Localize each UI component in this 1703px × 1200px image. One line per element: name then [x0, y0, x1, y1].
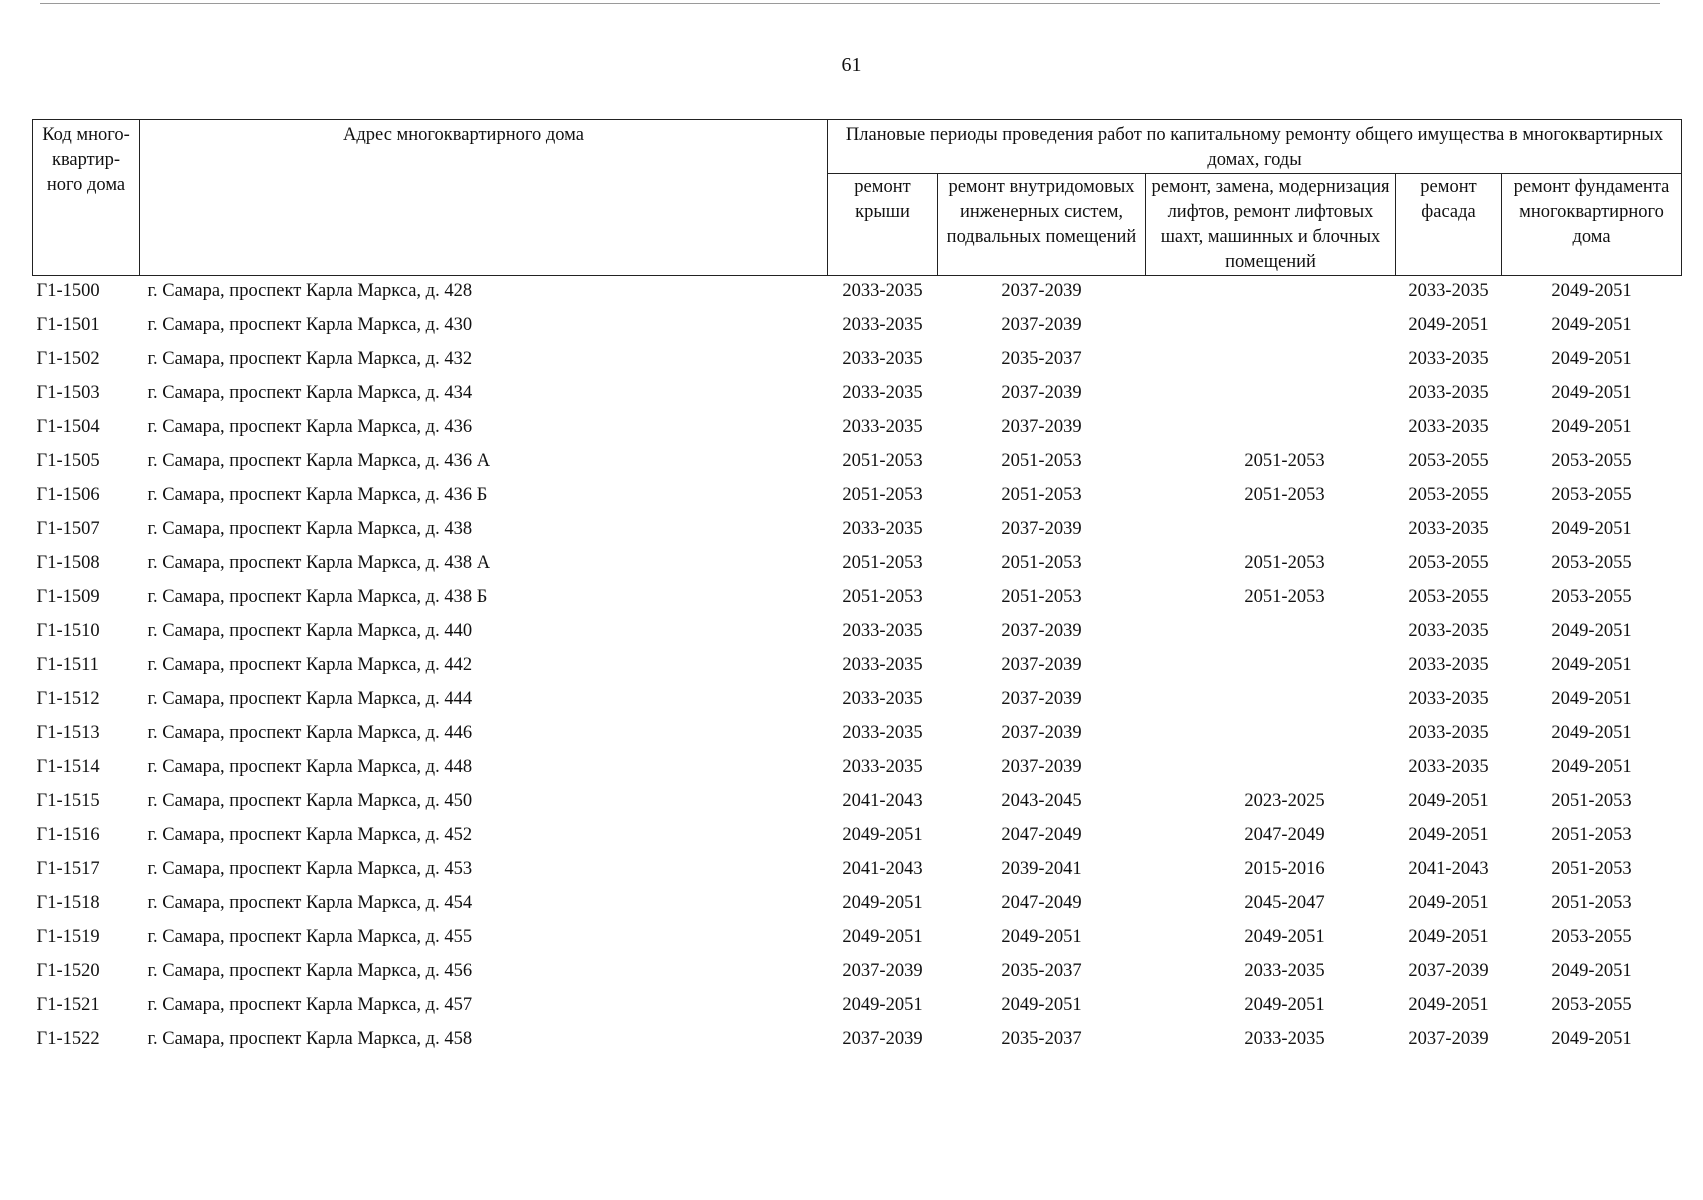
header-address: Адрес многоквартирного дома [140, 120, 828, 276]
cell-foundation: 2049-2051 [1551, 281, 1632, 301]
cell-roof: 2033-2035 [842, 655, 923, 675]
cell-foundation: 2053-2055 [1551, 995, 1632, 1015]
cell-facade: 2041-2043 [1408, 859, 1489, 879]
cell-address: г. Самара, проспект Карла Маркса, д. 440 [147, 621, 473, 641]
cell-engineering: 2037-2039 [1001, 723, 1082, 743]
cell-address: г. Самара, проспект Карла Маркса, д. 438 А [147, 553, 491, 573]
cell-address: г. Самара, проспект Карла Маркса, д. 454 [147, 893, 473, 913]
table-row [33, 514, 1682, 548]
cell-foundation: 2053-2055 [1551, 553, 1632, 573]
cell-foundation: 2049-2051 [1551, 383, 1632, 403]
cell-roof: 2049-2051 [842, 825, 923, 845]
cell-lifts [1146, 752, 1396, 786]
table-row [33, 276, 1682, 311]
cell-foundation: 2049-2051 [1551, 655, 1632, 675]
cell-code: Г1-1504 [36, 417, 100, 437]
cell-foundation: 2049-2051 [1551, 417, 1632, 437]
capital-repair-table [32, 119, 1682, 1058]
cell-address: г. Самара, проспект Карла Маркса, д. 446 [147, 723, 473, 743]
cell-lifts: 2045-2047 [1244, 893, 1325, 913]
table-body [33, 276, 1682, 1059]
cell-engineering: 2049-2051 [1001, 995, 1082, 1015]
cell-address: г. Самара, проспект Карла Маркса, д. 438 [147, 519, 473, 539]
cell-roof: 2033-2035 [842, 315, 923, 335]
cell-address: г. Самара, проспект Карла Маркса, д. 450 [147, 791, 473, 811]
cell-lifts: 2033-2035 [1244, 1029, 1325, 1049]
cell-engineering: 2043-2045 [1001, 791, 1082, 811]
cell-facade: 2033-2035 [1408, 655, 1489, 675]
cell-facade: 2033-2035 [1408, 383, 1489, 403]
cell-foundation: 2049-2051 [1551, 349, 1632, 369]
cell-address: г. Самара, проспект Карла Маркса, д. 432 [147, 349, 473, 369]
cell-foundation: 2053-2055 [1551, 485, 1632, 505]
header-code: Код много-квартир-ного дома [33, 120, 140, 276]
table-row [33, 956, 1682, 990]
cell-engineering: 2037-2039 [1001, 417, 1082, 437]
table-row [33, 752, 1682, 786]
cell-engineering: 2049-2051 [1001, 927, 1082, 947]
cell-engineering: 2051-2053 [1001, 485, 1082, 505]
cell-roof: 2051-2053 [842, 451, 923, 471]
table-row [33, 378, 1682, 412]
cell-code: Г1-1513 [36, 723, 100, 743]
cell-engineering: 2051-2053 [1001, 553, 1082, 573]
cell-code: Г1-1520 [36, 961, 100, 981]
cell-address: г. Самара, проспект Карла Маркса, д. 456 [147, 961, 473, 981]
cell-foundation: 2051-2053 [1551, 893, 1632, 913]
cell-code: Г1-1518 [36, 893, 100, 913]
cell-facade: 2033-2035 [1408, 621, 1489, 641]
table-row [33, 310, 1682, 344]
cell-lifts: 2047-2049 [1244, 825, 1325, 845]
cell-code: Г1-1500 [36, 281, 100, 301]
cell-lifts [1146, 684, 1396, 718]
cell-roof: 2033-2035 [842, 689, 923, 709]
cell-roof: 2033-2035 [842, 757, 923, 777]
cell-facade: 2049-2051 [1408, 791, 1489, 811]
cell-lifts [1146, 310, 1396, 344]
cell-foundation: 2053-2055 [1551, 927, 1632, 947]
cell-roof: 2037-2039 [842, 1029, 923, 1049]
cell-roof: 2033-2035 [842, 417, 923, 437]
cell-facade: 2033-2035 [1408, 689, 1489, 709]
table-row [33, 650, 1682, 684]
cell-lifts: 2049-2051 [1244, 995, 1325, 1015]
cell-foundation: 2051-2053 [1551, 791, 1632, 811]
table-row [33, 922, 1682, 956]
cell-foundation: 2049-2051 [1551, 315, 1632, 335]
cell-address: г. Самара, проспект Карла Маркса, д. 444 [147, 689, 473, 709]
cell-code: Г1-1512 [36, 689, 100, 709]
cell-foundation: 2049-2051 [1551, 689, 1632, 709]
header-planned-periods: Плановые периоды проведения работ по капитальному ремонту общего имущества в многоквартирных домах, годы [828, 120, 1682, 174]
cell-facade: 2049-2051 [1408, 927, 1489, 947]
cell-engineering: 2037-2039 [1001, 689, 1082, 709]
cell-address: г. Самара, проспект Карла Маркса, д. 428 [147, 281, 473, 301]
cell-foundation: 2051-2053 [1551, 825, 1632, 845]
cell-address: г. Самара, проспект Карла Маркса, д. 438 Б [147, 587, 488, 607]
cell-foundation: 2053-2055 [1551, 451, 1632, 471]
cell-lifts: 2051-2053 [1244, 553, 1325, 573]
table-row [33, 480, 1682, 514]
top-rule [40, 3, 1660, 4]
cell-engineering: 2035-2037 [1001, 349, 1082, 369]
cell-code: Г1-1503 [36, 383, 100, 403]
cell-engineering: 2037-2039 [1001, 757, 1082, 777]
cell-roof: 2051-2053 [842, 485, 923, 505]
cell-foundation: 2049-2051 [1551, 1029, 1632, 1049]
cell-lifts: 2049-2051 [1244, 927, 1325, 947]
header-facade: ремонт фасада [1396, 174, 1502, 276]
cell-roof: 2033-2035 [842, 519, 923, 539]
cell-address: г. Самара, проспект Карла Маркса, д. 458 [147, 1029, 473, 1049]
cell-lifts: 2051-2053 [1244, 451, 1325, 471]
cell-facade: 2033-2035 [1408, 723, 1489, 743]
cell-roof: 2041-2043 [842, 791, 923, 811]
cell-code: Г1-1509 [36, 587, 100, 607]
cell-roof: 2033-2035 [842, 723, 923, 743]
cell-facade: 2049-2051 [1408, 995, 1489, 1015]
cell-engineering: 2051-2053 [1001, 451, 1082, 471]
cell-roof: 2051-2053 [842, 553, 923, 573]
cell-address: г. Самара, проспект Карла Маркса, д. 436 А [147, 451, 491, 471]
cell-foundation: 2049-2051 [1551, 621, 1632, 641]
cell-roof: 2037-2039 [842, 961, 923, 981]
table-row [33, 548, 1682, 582]
cell-code: Г1-1517 [36, 859, 100, 879]
cell-code: Г1-1505 [36, 451, 100, 471]
cell-roof: 2033-2035 [842, 281, 923, 301]
cell-facade: 2049-2051 [1408, 315, 1489, 335]
cell-lifts: 2051-2053 [1244, 485, 1325, 505]
cell-address: г. Самара, проспект Карла Маркса, д. 434 [147, 383, 473, 403]
cell-code: Г1-1511 [36, 655, 99, 675]
table-row [33, 1024, 1682, 1058]
cell-facade: 2053-2055 [1408, 485, 1489, 505]
cell-roof: 2033-2035 [842, 621, 923, 641]
cell-foundation: 2049-2051 [1551, 961, 1632, 981]
cell-engineering: 2047-2049 [1001, 893, 1082, 913]
cell-engineering: 2039-2041 [1001, 859, 1082, 879]
cell-code: Г1-1508 [36, 553, 100, 573]
cell-lifts [1146, 650, 1396, 684]
cell-address: г. Самара, проспект Карла Маркса, д. 455 [147, 927, 473, 947]
cell-facade: 2037-2039 [1408, 1029, 1489, 1049]
cell-engineering: 2037-2039 [1001, 383, 1082, 403]
header-foundation: ремонт фундамента многоквартирного дома [1502, 174, 1682, 276]
cell-address: г. Самара, проспект Карла Маркса, д. 448 [147, 757, 473, 777]
cell-code: Г1-1516 [36, 825, 100, 845]
cell-foundation: 2053-2055 [1551, 587, 1632, 607]
cell-lifts: 2023-2025 [1244, 791, 1325, 811]
cell-facade: 2053-2055 [1408, 553, 1489, 573]
cell-roof: 2041-2043 [842, 859, 923, 879]
cell-roof: 2033-2035 [842, 383, 923, 403]
cell-facade: 2053-2055 [1408, 451, 1489, 471]
cell-lifts [1146, 616, 1396, 650]
cell-code: Г1-1522 [36, 1029, 100, 1049]
cell-code: Г1-1514 [36, 757, 100, 777]
cell-code: Г1-1519 [36, 927, 100, 947]
cell-roof: 2049-2051 [842, 893, 923, 913]
cell-facade: 2033-2035 [1408, 757, 1489, 777]
cell-code: Г1-1521 [36, 995, 100, 1015]
cell-engineering: 2037-2039 [1001, 281, 1082, 301]
cell-facade: 2033-2035 [1408, 417, 1489, 437]
cell-lifts [1146, 718, 1396, 752]
cell-facade: 2053-2055 [1408, 587, 1489, 607]
table-row [33, 718, 1682, 752]
header-lifts: ремонт, замена, модернизация лифтов, ремонт лифтовых шахт, машинных и блочных помещений [1146, 174, 1396, 276]
table-row [33, 990, 1682, 1024]
table-header [33, 120, 1682, 276]
table-row [33, 786, 1682, 820]
cell-code: Г1-1501 [36, 315, 100, 335]
cell-foundation: 2049-2051 [1551, 723, 1632, 743]
table-row [33, 854, 1682, 888]
cell-facade: 2049-2051 [1408, 893, 1489, 913]
page-number: 61 [841, 54, 862, 76]
cell-lifts [1146, 412, 1396, 446]
cell-lifts: 2051-2053 [1244, 587, 1325, 607]
cell-facade: 2033-2035 [1408, 519, 1489, 539]
cell-foundation: 2049-2051 [1551, 757, 1632, 777]
table-row [33, 412, 1682, 446]
cell-roof: 2049-2051 [842, 927, 923, 947]
table-row [33, 344, 1682, 378]
cell-engineering: 2035-2037 [1001, 1029, 1082, 1049]
cell-engineering: 2037-2039 [1001, 519, 1082, 539]
cell-lifts [1146, 378, 1396, 412]
cell-engineering: 2037-2039 [1001, 621, 1082, 641]
cell-address: г. Самара, проспект Карла Маркса, д. 442 [147, 655, 473, 675]
cell-lifts [1146, 276, 1396, 311]
cell-engineering: 2035-2037 [1001, 961, 1082, 981]
cell-code: Г1-1502 [36, 349, 100, 369]
cell-lifts [1146, 514, 1396, 548]
cell-roof: 2033-2035 [842, 349, 923, 369]
cell-facade: 2033-2035 [1408, 349, 1489, 369]
table-row [33, 582, 1682, 616]
cell-facade: 2049-2051 [1408, 825, 1489, 845]
cell-lifts: 2015-2016 [1244, 859, 1325, 879]
table-row [33, 616, 1682, 650]
cell-code: Г1-1506 [36, 485, 100, 505]
cell-engineering: 2037-2039 [1001, 655, 1082, 675]
cell-address: г. Самара, проспект Карла Маркса, д. 453 [147, 859, 473, 879]
cell-roof: 2051-2053 [842, 587, 923, 607]
cell-engineering: 2051-2053 [1001, 587, 1082, 607]
header-roof: ремонт крыши [828, 174, 938, 276]
cell-roof: 2049-2051 [842, 995, 923, 1015]
cell-address: г. Самара, проспект Карла Маркса, д. 457 [147, 995, 473, 1015]
cell-address: г. Самара, проспект Карла Маркса, д. 452 [147, 825, 473, 845]
table-row [33, 446, 1682, 480]
table-row [33, 684, 1682, 718]
table-row [33, 888, 1682, 922]
cell-lifts [1146, 344, 1396, 378]
cell-code: Г1-1515 [36, 791, 100, 811]
cell-facade: 2033-2035 [1408, 281, 1489, 301]
table-row [33, 820, 1682, 854]
cell-lifts: 2033-2035 [1244, 961, 1325, 981]
cell-address: г. Самара, проспект Карла Маркса, д. 436 [147, 417, 473, 437]
cell-engineering: 2047-2049 [1001, 825, 1082, 845]
cell-code: Г1-1507 [36, 519, 100, 539]
cell-code: Г1-1510 [36, 621, 100, 641]
cell-facade: 2037-2039 [1408, 961, 1489, 981]
cell-foundation: 2049-2051 [1551, 519, 1632, 539]
cell-address: г. Самара, проспект Карла Маркса, д. 430 [147, 315, 473, 335]
cell-foundation: 2051-2053 [1551, 859, 1632, 879]
cell-address: г. Самара, проспект Карла Маркса, д. 436 Б [147, 485, 488, 505]
header-engineering: ремонт внутридомовых инженерных систем, подвальных помещений [938, 174, 1146, 276]
cell-engineering: 2037-2039 [1001, 315, 1082, 335]
